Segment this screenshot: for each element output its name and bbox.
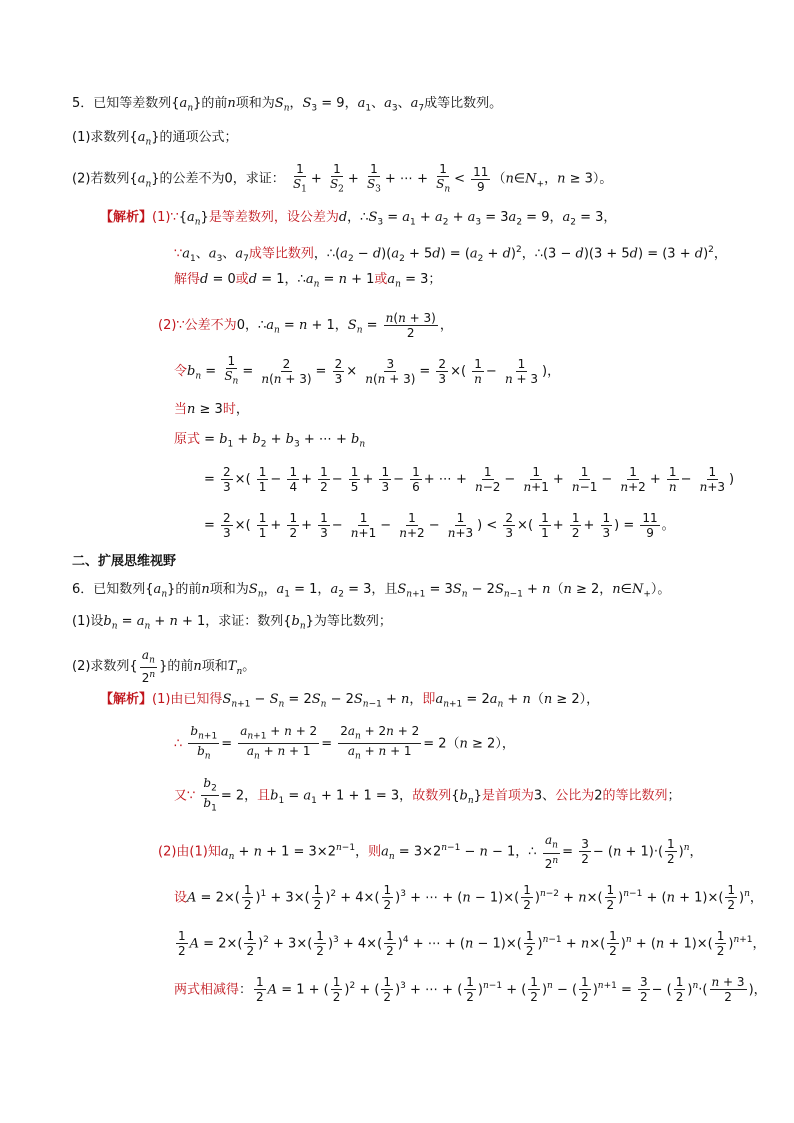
problem6-solution-part2-line3: $\frac{1}{2}$ A = 2×( $\frac{1}{2}$ )$^2$ + 3×( $\frac{1}{2}$ )$^3$ + 4×( $\frac{1}{2}$ )$^4$ + ⋯ + (n − 1)×( $\frac{1}{2}$ )$^{n-1}$ + n×( $\frac{1}{2}$ )$^n$ + (n + 1)×( $\frac{1}{2}$ )$^{n+1}$， [178,929,766,959]
problem5-solution-part1-line2: $\because a_1$、$a_3$、$a_7$成等比数列，$\therefore(a_2 - d)(a_2 + 5d) = (a_2 + d)^2$，∴(3 − $d)(3 + 5d) = (3 + d)^2$， [174,245,727,264]
problem5-solution-part2-line6: = $\frac{2}{3}$ ×( $\frac{1}{1}$ + $\frac{1}{2}$ + $\frac{1}{3}$ − $\frac{1}{n+1}$ − $\frac{1}{n+2}$ − $\frac{1}{n+3}$ ) < $\frac{2}{3}$ ×( $\frac{1}{1}$ + $\frac{1}{2}$ + $\frac{1}{3}$ ) = $\frac{11}{9}$ 。 [204,511,675,540]
problem5-solution-part2-line1: (2)∵公差不为0，$\therefore a_n = n + 1$，$S_n$ = $\frac{n(n + 3)}{2}$ ， [158,311,453,340]
problem6-solution-part2-line4: 两式相减得： $\frac{1}{2}$ A = 1 + ( $\frac{1}{2}$ )$^2$ + ( $\frac{1}{2}$ )$^3$ + ⋯ + ( $\frac{1}{2}$ )$^{n-1}$ + ( $\frac{1}{2}$ )$^n$ − ( $\frac{1}{2}$ )$^{n+1}$ = $\frac{3}{2}$ − ( $\frac{1}{2}$ )$^n$·( $\frac{n + 3}{2}$ )， [174,975,767,1005]
problem5-solution-part1-line1: 【解析】$(1)\because\{a_n\}$是等差数列，设公差为d，$\therefore S_3 = a_1 + a_2 + a_3 = 3a_2 = 9$，$a_2 = 3$， [100,210,617,228]
problem6-part2: (2)求数列{ $\frac{a_n}{2^n}$ }的前n项和$T_n$。 [72,648,256,686]
problem5-solution-part2-line5: = $\frac{2}{3}$ ×( $\frac{1}{1}$ − $\frac{1}{4}$ + $\frac{1}{2}$ − $\frac{1}{5}$ + $\frac{1}{3}$ − $\frac{1}{6}$ + ⋯ + $\frac{1}{n-2}$ − $\frac{1}{n+1}$ + $\frac{1}{n-1}$ − $\frac{1}{n+2}$ + $\frac{1}{n}$ − $\frac{1}{n+3}$ ) [204,465,735,494]
solution-label-6: 【解析】 [100,692,153,707]
problem6-solution-part1-line2: ∴ $\frac{b_{n+1}}{b_n}$ = $\frac{a_{n+1} + n + 2}{a_n + n + 1}$ = $\frac{2a_n + 2n + 2}{a_n + n + 1}$ = 2（n ≥ 2）， [174,724,515,762]
problem5-solution-part2-line4: 原式 = $b_1 + b_2 + b_3$ + ⋯ + $b_n$ [174,432,366,450]
section-heading: 二、扩展思维视野 [72,554,177,569]
problem6-title: 6．已知数列$\{a_n\}$的前n项和为$S_n$，$a_1 = 1$，$a_2 = 3$，且$S_{n+1} = 3S_n - 2S_{n-1} + n(n \ge 2$，$n\in N_+$）。 [72,582,671,600]
problem5-solution-part2-line3: 当n ≥ 3时， [174,402,249,417]
problem5-title: 5．已知等差数列$\{a_n\}$的前n项和为$S_n$，$S_3 = 9$，$a_1$、$a_3$、$a_7$成等比数列。 [72,96,503,114]
problem6-part1: (1)设$b_n = a_n + n + 1$，求证：数列$\{b_n\}$为等比数列； [72,614,392,632]
problem6-solution-part2-line1: (2)由(1)知$a_n + n + 1 = 3\times 2^{n-1}$，则$a_n = 3\times 2^{n-1} - n - 1$，∴ $\frac{a_n}{2^n}$ = $\frac{3}{2}$ − (n + 1)·( $\frac{1}{2}$ )$^n$， [158,833,703,871]
problem6-solution-part2-line2: 设A = 2×( $\frac{1}{2}$ )$^1$ + 3×( $\frac{1}{2}$ )$^2$ + 4×( $\frac{1}{2}$ )$^3$ + ⋯ + (n − 1)×( $\frac{1}{2}$ )$^{n-2}$ + n×( $\frac{1}{2}$ )$^{n-1}$ + (n + 1)×( $\frac{1}{2}$ )$^n$， [174,883,763,913]
problem5-part2: (2)若数列$\{a_n\}$的公差不为0，求证： $\frac{1}{S_1}$ + $\frac{1}{S_2}$ + $\frac{1}{S_3}$ + ⋯ + $\frac{1}{S_n}$ < $\frac{11}{9}$ （$n\in N_+$，n ≥ 3）。 [72,162,613,195]
problem6-solution-part1-line1: 【解析】(1)由已知得$S_{n+1} - S_n = 2S_n - 2S_{n-1} + n$，即$a_{n+1} = 2a_n + n(n \ge 2)$， [100,692,600,710]
problem5-solution-part1-line3: 解得d = 0或d = 1，$\therefore a_n = n + 1$或$a_n = 3$； [174,272,442,290]
problem6-solution-part1-line3: 又∵ $\frac{b_2}{b_1}$ = 2，且$b_1 = a_1 + 1 + 1 = 3$，故数列$\{b_n\}$是首项为3、公比为2的等比数列； [174,776,681,814]
problem5-solution-part2-line2: 令$b_n$ = $\frac{1}{S_n}$ = $\frac{2}{n(n + 3)}$ = $\frac{2}{3}$ × $\frac{3}{n(n + 3)}$ = $\frac{2}{3}$ ×( $\frac{1}{n}$ − $\frac{1}{n + 3}$ )， [174,354,561,387]
solution-label: 【解析】 [100,210,153,225]
problem5-part1: (1)求数列$\{a_n\}$的通项公式； [72,130,238,148]
